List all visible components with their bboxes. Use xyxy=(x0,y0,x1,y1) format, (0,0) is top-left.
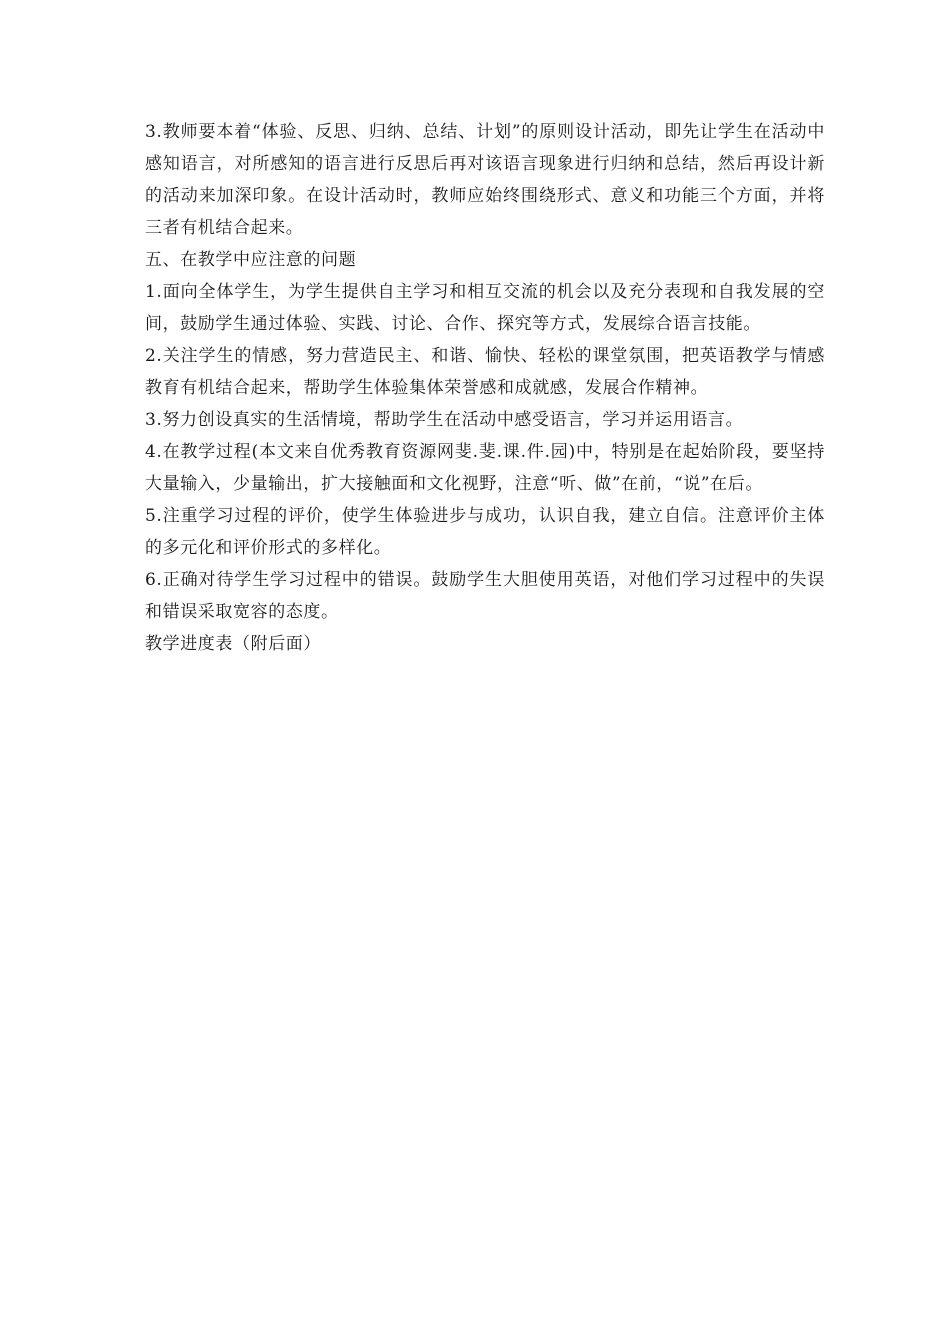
paragraph-item-2: 2.关注学生的情感，努力营造民主、和谐、愉快、轻松的课堂氛围，把英语教学与情感教育有机结合起来，帮助学生体验集体荣誉感和成就感，发展合作精神。 xyxy=(145,346,825,398)
paragraph-item-5: 5.注重学习过程的评价，使学生体验进步与成功，认识自我，建立自信。注意评价主体的多元化和评价形式的多样化。 xyxy=(145,506,825,558)
schedule-note: 教学进度表（附后面） xyxy=(145,634,321,654)
paragraph-item-4: 4.在教学过程(本文来自优秀教育资源网斐.斐.课.件.园)中，特别是在起始阶段，要坚持大量输入，少量输出，扩大接触面和文化视野，注意“听、做”在前，“说”在后。 xyxy=(145,442,825,494)
paragraph-activity-design: 3.教师要本着“体验、反思、归纳、总结、计划”的原则设计活动，即先让学生在活动中感知语言，对所感知的语言进行反思后再对该语言现象进行归纳和总结，然后再设计新的活动来加深印象。在设计活动时，教师应始终围绕形式、意义和功能三个方面，并将三者有机结合起来。 xyxy=(145,122,825,238)
document-body xyxy=(145,116,825,660)
paragraph-item-6: 6.正确对待学生学习过程中的错误。鼓励学生大胆使用英语，对他们学习过程中的失误和错误采取宽容的态度。 xyxy=(145,570,825,622)
paragraph-item-1: 1.面向全体学生，为学生提供自主学习和相互交流的机会以及充分表现和自我发展的空间，鼓励学生通过体验、实践、讨论、合作、探究等方式，发展综合语言技能。 xyxy=(145,282,825,334)
paragraph-item-3: 3.努力创设真实的生活情境，帮助学生在活动中感受语言，学习并运用语言。 xyxy=(145,410,744,430)
section-heading-teaching-notes: 五、在教学中应注意的问题 xyxy=(145,250,357,270)
